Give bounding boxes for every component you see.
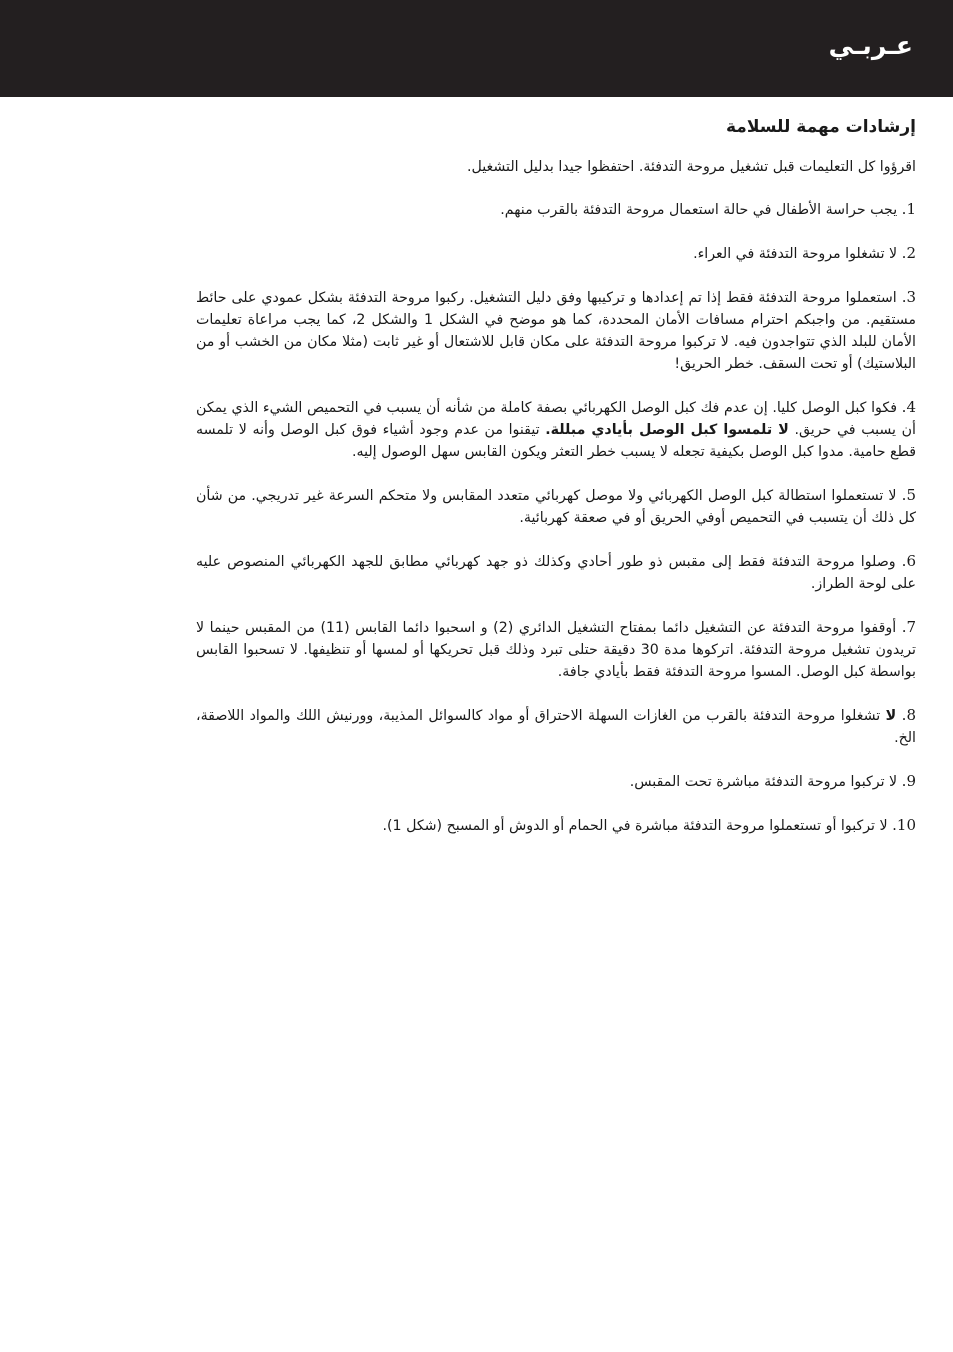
item-number: 9. [901, 772, 916, 790]
item-number: 8. [901, 706, 916, 724]
language-label: عـربـي [828, 31, 913, 60]
item-text: تشغلوا مروحة التدفئة بالقرب من الغازات السهلة الاحتراق أو مواد كالسوائل المذيبة، وورنيش اللك والمواد اللاصقة، الخ. [196, 708, 916, 746]
instruction-item-8 [196, 704, 916, 749]
item-warning-bold: لا تلمسوا كبل الوصل بأيادي مبللة. [545, 422, 789, 438]
item-warning-bold: لا [885, 708, 897, 724]
item-number: 7. [901, 618, 917, 636]
item-text: فكوا كبل الوصل كليا. إن عدم فك كبل الوصل الكهربائي بصفة كاملة من شأنه أن يسبب في التحميص الشيء الذي يمكن أن يسبب في حريق. [196, 400, 916, 438]
item-text: لا تستعملوا استطالة كبل الوصل الكهربائي ولا موصل كهربائي متعدد المقابس ولا متحكم السرعة غير تدريجي. من شأن كل ذلك أن يتسبب في التحميص أوفي الحريق أو في صعقة كهربائية. [196, 488, 916, 526]
item-text: وصلوا مروحة التدفئة فقط إلى مقبس ذو طور أحادي وكذلك ذو جهد كهربائي مطابق للجهد الكهربائي المنصوص عليه على لوحة الطراز. [196, 554, 916, 592]
item-number: 6. [901, 552, 916, 570]
section-title: إرشادات مهمة للسلامة [725, 117, 916, 137]
item-number: 1. [901, 200, 916, 218]
instruction-item-4 [196, 396, 916, 463]
item-number: 3. [901, 288, 917, 306]
instruction-item-2 [196, 242, 916, 265]
header-bar [0, 0, 953, 97]
item-number: 2. [901, 244, 916, 262]
item-text: لا تركبوا أو تستعملوا مروحة التدفئة مباشرة في الحمام أو الدوش أو المسبح (شكل 1). [382, 818, 888, 834]
item-number: 5. [901, 486, 916, 504]
instruction-item-5 [196, 484, 916, 529]
item-number: 4. [901, 398, 916, 416]
instruction-item-7 [196, 616, 916, 683]
intro-text: اقرؤوا كل التعليمات قبل تشغيل مروحة التدفئة. احتفظوا جيدا بدليل التشغيل. [467, 159, 916, 175]
item-text: أوقفوا مروحة التدفئة عن التشغيل دائما بمفتاح التشغيل الدائري (2) و اسحبوا دائما القابس (11) من المقبس حينما لا تريدون تشغيل مروحة التدفئة. اتركوها مدة 30 دقيقة حتلى تبرد وذلك قبل تحريكها أو لمسها أو تنظيفها. لا تسحبوا القابس بواسطة كبل الوصل. المسوا مروحة التدفئة فقط بأيادي جافة. [196, 620, 916, 680]
instruction-item-1 [196, 198, 916, 221]
item-text: لا تركبوا مروحة التدفئة مباشرة تحت المقبس. [629, 774, 898, 790]
safety-section [196, 112, 916, 858]
item-text: تيقنوا من عدم وجود أشياء فوق كبل الوصل وأنه لا تلمسه قطع حامية. مدوا كبل الوصل بكيفية تجعله لا يسبب خطر التعثر ويكون القابس سهل الوصول إليه. [196, 422, 916, 460]
item-number: 10. [892, 816, 916, 834]
instruction-item-3 [196, 286, 916, 375]
instruction-item-6 [196, 550, 916, 595]
instruction-item-9 [196, 770, 916, 793]
item-text: يجب حراسة الأطفال في حالة استعمال مروحة التدفئة بالقرب منهم. [500, 202, 898, 218]
item-text: لا تشغلوا مروحة التدفئة في العراء. [693, 246, 898, 262]
instruction-item-10 [196, 814, 916, 837]
item-text: استعملوا مروحة التدفئة فقط إذا تم إعدادها و تركيبها وفق دليل التشغيل. ركبوا مروحة التدفئة بشكل عمودي على حائط مستقيم. من واجبكم احترام مسافات الأمان المحددة، كما هو موضح في الشكل 1 والشكل 2، كما يجب مراعاة تعليمات الأمان للبلد الذي تتواجدون فيه. لا تركبوا مروحة التدفئة على مكان قابل للاشتعال أو غير ثابت (مثلا مكان من الخشب أو من البلاستيك) أو تحت السقف. خطر الحريق! [196, 290, 916, 372]
